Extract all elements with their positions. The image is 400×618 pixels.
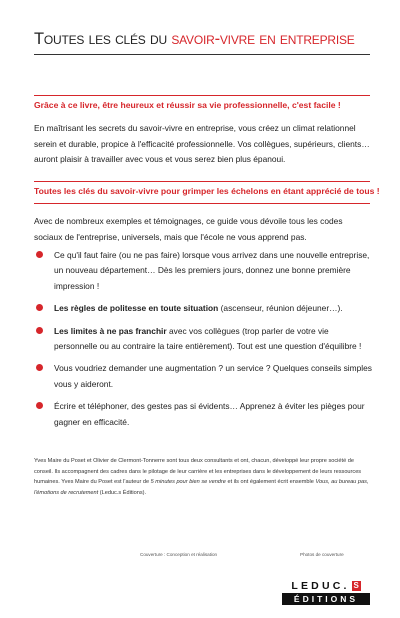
list-item-bold: Les limites à ne pas franchir — [54, 325, 167, 336]
list-item — [34, 324, 374, 355]
list-item-text: Ce qu'il faut faire (ou ne pas faire) lorsque vous arrivez dans une nouvelle entreprise, un nouveau département… Dès les premiers jours, donnez une bonne première impression ! — [54, 250, 370, 291]
authors-book-1: 5 minutes pour bien se vendre — [150, 479, 226, 486]
key-points-list — [34, 248, 374, 437]
bullet-dot-icon — [36, 304, 43, 311]
list-item — [34, 361, 374, 392]
authors-bio-part-1: Yves Maire du Poset et Olivier de Clermont-Tonnerre sont tous deux consultants et ont, chacun, développé leur propre société de conseil. Ils accompagnent des cadres dans le pilotage de leur carrière et les entreprises dans le développement de leurs ressources humaines. Yves Maire du Poset est l'auteur de — [34, 458, 362, 486]
list-item — [34, 399, 374, 430]
bullet-dot-icon — [36, 251, 43, 258]
logo-top — [282, 580, 370, 592]
bullet-dot-icon — [36, 327, 43, 334]
title-part-2: savoir-vivre en entreprise — [171, 30, 355, 48]
lead-paragraph: Avec de nombreux exemples et témoignages, ce guide vous dévoile tous les codes sociaux de l'entreprise, universels, mais que l'école ne vous apprend pas. — [34, 216, 343, 242]
headline2-bottom-rule — [34, 203, 370, 204]
title-underline — [34, 54, 370, 55]
headline1-top-rule — [34, 95, 370, 96]
authors-book-2: Vous, au bureau pas, l'émotions de recrutement — [34, 479, 369, 496]
headline2-top-rule — [34, 181, 370, 182]
list-item-text: (ascenseur, réunion déjeuner…). — [218, 303, 343, 314]
logo-mark: S — [353, 581, 359, 591]
list-item — [34, 248, 374, 294]
headline-1: Grâce à ce livre, être heureux et réussir sa vie professionnelle, c'est facile ! — [34, 100, 341, 110]
book-title — [34, 30, 355, 49]
cover-design-credit: Couverture : Conception et réalisation — [140, 552, 218, 557]
authors-bio-part-2: et ils ont également écrit ensemble — [225, 479, 316, 486]
bullet-dot-icon — [36, 364, 43, 371]
headline-2: Toutes les clés du savoir-vivre pour grimper les échelons en étant apprécié de tous ! — [34, 186, 380, 196]
logo-top-text: LEDUC. — [291, 580, 350, 592]
authors-bio — [34, 456, 374, 498]
list-item-text: Écrire et téléphoner, des gestes pas si évidents… Apprenez à éviter les pièges pour gagner en efficacité. — [54, 401, 365, 427]
list-item-text: Vous voudriez demander une augmentation ? un service ? Quelques conseils simples vous y aideront. — [54, 363, 372, 389]
cover-photo-credit: Photos de couverture — [300, 552, 344, 557]
list-item-text: avec vos collègues (trop parler de votre vie personnelle ou au contraire la taire entièrement). Tout est une question d'équilibre ! — [54, 325, 362, 352]
logo-bottom-text: ÉDITIONS — [282, 593, 370, 605]
bullet-dot-icon — [36, 402, 43, 409]
publisher-logo — [282, 580, 370, 605]
intro-paragraph: En maîtrisant les secrets du savoir-vivre en entreprise, vous créez un climat relationnel serein et durable, propice à l'efficacité professionnelle. Vos collègues, supérieurs, clients… auront plaisir à travailler avec vous et vous serez bien plus épanoui. — [34, 123, 370, 165]
authors-bio-part-3: (Leduc.s Éditions). — [98, 489, 147, 496]
title-part-1: Toutes les clés du — [34, 30, 172, 48]
list-item-bold: Les règles de politesse en toute situation — [54, 303, 219, 314]
list-item — [34, 301, 374, 316]
